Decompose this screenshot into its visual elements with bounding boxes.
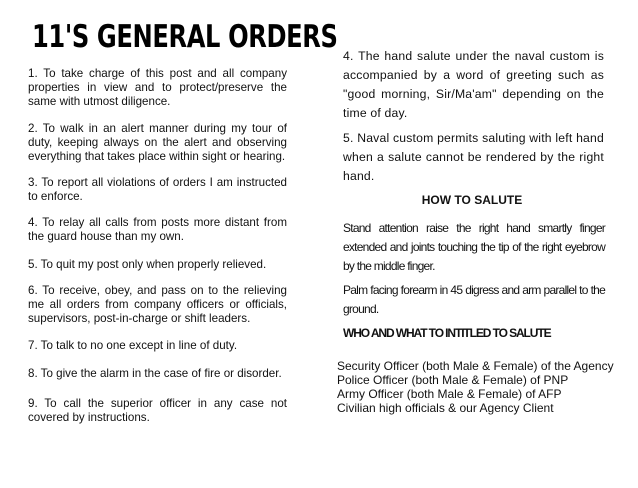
salute-step: Stand attention raise the right hand smartly finger extended and joints touching the tip of the right eyebrow by the middle finger. [343,221,605,273]
order-item: 8. To give the alarm in the case of fire or disorder. [28,367,282,380]
naval-custom-item: 4. The hand salute under the naval custom is accompanied by a word of greeting such as "good morning, Sir/Ma'am" depending on the time of day. [343,49,604,120]
order-item: 3. To report all violations of orders I am instructed to enforce. [28,176,287,203]
salute-step: Palm facing forearm in 45 digress and arm parallel to the ground. [343,283,605,316]
order-item: 4. To relay all calls from posts more distant from the guard house than my own. [28,216,287,243]
order-item: 7. To talk to no one except in line of duty. [28,339,238,352]
order-item: 2. To walk in an alert manner during my tour of duty, keeping always on the alert and observing everything that takes place within sight or hearing. [28,122,287,163]
entitled-item: Civilian high officials & our Agency Client [337,401,554,415]
entitled-list [337,359,637,415]
entitled-item: Army Officer (both Male & Female) of AFP [337,387,562,401]
page-title: 11'S GENERAL ORDERS [32,19,338,55]
entitled-item: Police Officer (both Male & Female) of PNP [337,373,569,387]
order-item: 9. To call the superior officer in any case not covered by instructions. [28,397,287,424]
order-item: 1. To take charge of this post and all company properties in view and to protect/preserve the same with utmost diligence. [28,67,287,108]
entitled-heading: WHO AND WHAT TO INTITLED TO SALUTE [343,326,551,340]
how-to-salute-heading: HOW TO SALUTE [421,193,523,207]
entitled-item: Security Officer (both Male & Female) of the Agency [337,359,614,373]
naval-custom-item: 5. Naval custom permits saluting with left hand when a salute cannot be rendered by the right hand. [343,131,604,183]
order-item: 6. To receive, obey, and pass on to the relieving me all orders from company officers or officials, supervisors, post-in-charge or shift leaders. [28,284,287,325]
order-item: 5. To quit my post only when properly relieved. [28,258,267,271]
